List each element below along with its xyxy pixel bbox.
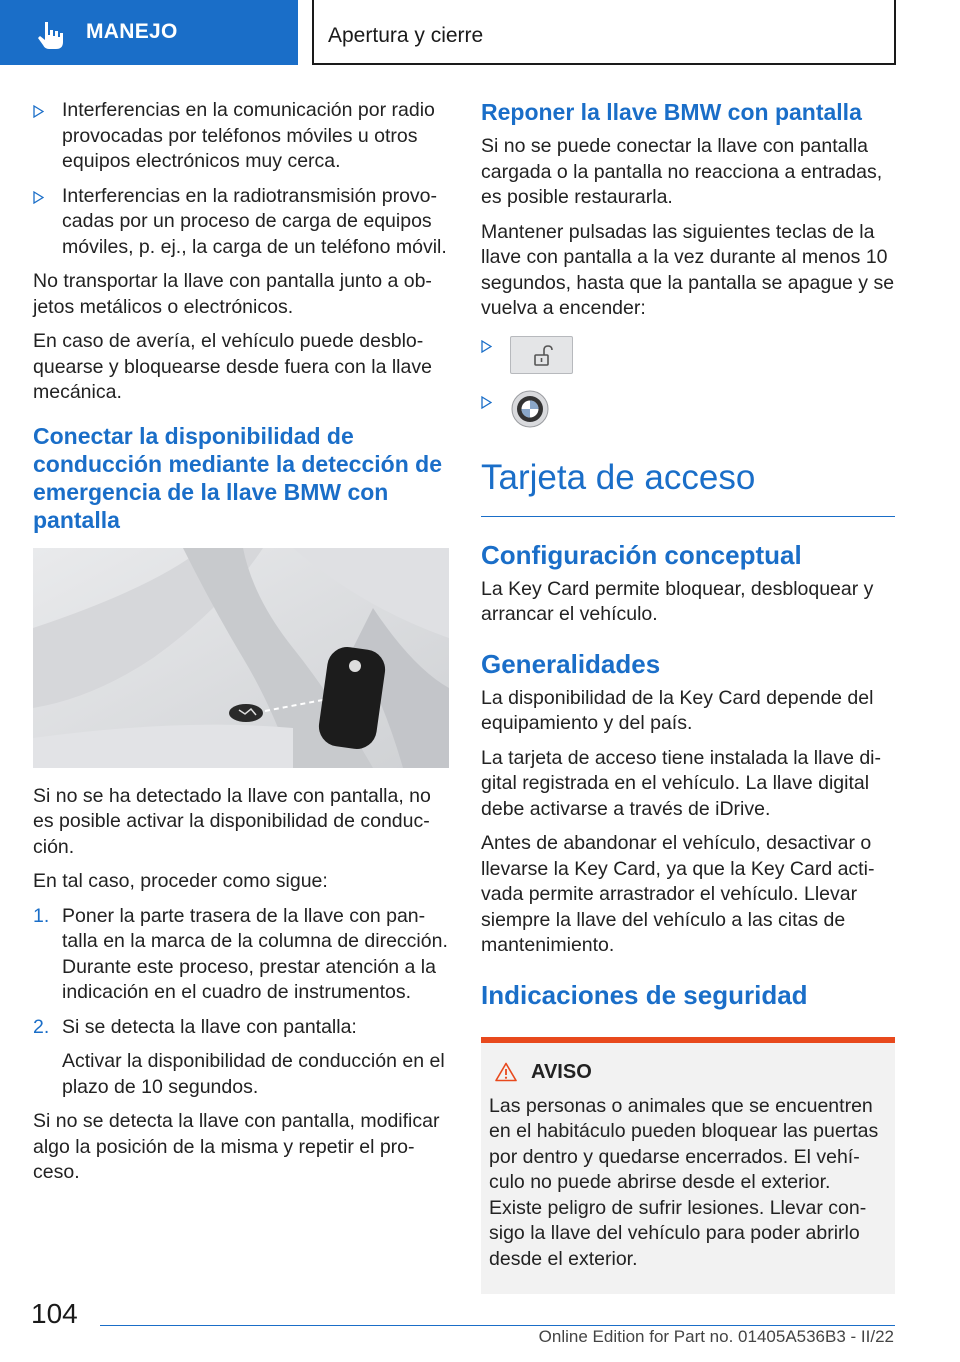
paragraph: Si no se puede conectar la llave con pantalla cargada o la pantalla no reacciona a entradas, es posible restaurarla. [481, 135, 883, 208]
unlock-icon [511, 337, 574, 375]
list-item: Interferencias en la comunicación por radio provocadas por teléfonos móviles u otros equipos electrónicos muy cerca. [33, 98, 449, 175]
paragraph: Si no se ha detectado la llave con pantalla, no es posible activar la disponibilidad de conducción. [33, 784, 431, 858]
section-title: MANEJO [86, 20, 178, 43]
list-item: 2. Si se detecta la llave con pantalla: [33, 1015, 449, 1041]
edition-note: Online Edition for Part no. 01405A536B3 - II/22 [538, 1327, 894, 1346]
warning-text: Las personas o animales que se encuentren en el habitáculo pueden bloquear las puertas por dentro y quedarse encerrados. El vehículo no puede abrirse desde el exterior. Existe peligro de sufrir lesiones. Llevar consigo la llave del vehículo para poder abrirlo desde el exterior. [489, 1094, 879, 1270]
list-item [481, 392, 895, 434]
paragraph: Mantener pulsadas las siguientes teclas de la llave con pantalla a la vez durante al menos 10 segundos, hasta que la pantalla se apague y se vuelva a encender: [481, 220, 895, 319]
right-column [481, 98, 895, 1294]
warning-triangle-icon [495, 1062, 517, 1082]
section-heading: Generalidades [481, 648, 661, 679]
list-item: Interferencias en la radiotransmisión provocadas por un proceso de carga de equipos móviles, p. ej., la carga de un teléfono móvil. [33, 184, 449, 261]
step-number: 1. [33, 904, 50, 927]
section-tab [0, 0, 298, 65]
paragraph: Antes de abandonar el vehículo, desactivar o llevarse la Key Card, ya que la Key Card activada permite arrastrador el vehículo. Llevar siempre la llave del vehículo a las citas de mantenimiento. [481, 832, 875, 956]
section-heading: Indicaciones de seguridad [481, 979, 808, 1010]
warning-title: AVISO [531, 1060, 592, 1083]
paragraph: No transportar la llave con pantalla junto a objetos metálicos o electrónicos. [33, 270, 432, 318]
paragraph: En caso de avería, el vehículo puede desbloquearse y bloquearse desde fuera con la llave mecánica. [33, 330, 432, 403]
triangle-bullet-icon [481, 396, 492, 409]
step-number: 2. [33, 1015, 50, 1038]
steering-column-photo [33, 548, 449, 768]
list-item [481, 336, 895, 378]
triangle-bullet-icon [481, 340, 492, 353]
paragraph: La Key Card permite bloquear, desbloquear y arrancar el vehículo. [481, 577, 874, 625]
section-heading: Reponer la llave BMW con pantalla [481, 99, 862, 125]
paragraph: En tal caso, proceder como sigue: [33, 870, 328, 892]
footer-divider [100, 1325, 895, 1326]
triangle-bullet-icon [33, 105, 44, 118]
page-title: Tarjeta de acceso [481, 457, 756, 497]
paragraph: La tarjeta de acceso tiene instalada la llave digital registrada en el vehículo. La llave digital debe activarse a través de iDrive. [481, 746, 882, 820]
chapter-title: Apertura y cierre [328, 24, 484, 47]
hand-icon [34, 18, 68, 52]
step-substep: Activar la disponibilidad de conducción en el plazo de 10 segundos. [62, 1050, 445, 1098]
title-divider [481, 516, 895, 517]
paragraph: La disponibilidad de la Key Card depende del equipamiento y del país. [481, 686, 874, 734]
chapter-tab [312, 0, 896, 65]
section-heading: Conectar la disponibilidad de conducción mediante la detección de emergencia de la llave BMW con pantalla [33, 422, 442, 533]
list-item: 1. Poner la parte trasera de la llave con pantalla en la marca de la columna de dirección. Durante este proceso, prestar atención a la indicación en el cuadro de instrumentos. [33, 904, 448, 1003]
left-column [33, 98, 449, 1195]
section-heading: Configuración conceptual [481, 539, 802, 570]
bmw-logo-button-icon [511, 390, 549, 428]
warning-box [481, 1037, 895, 1295]
page-number: 104 [31, 1298, 78, 1329]
paragraph: Si no se detecta la llave con pantalla, modificar algo la posición de la misma y repetir el proceso. [33, 1110, 440, 1183]
warning-header [495, 1061, 885, 1084]
unlock-key-button [510, 336, 573, 374]
triangle-bullet-icon [33, 191, 44, 204]
